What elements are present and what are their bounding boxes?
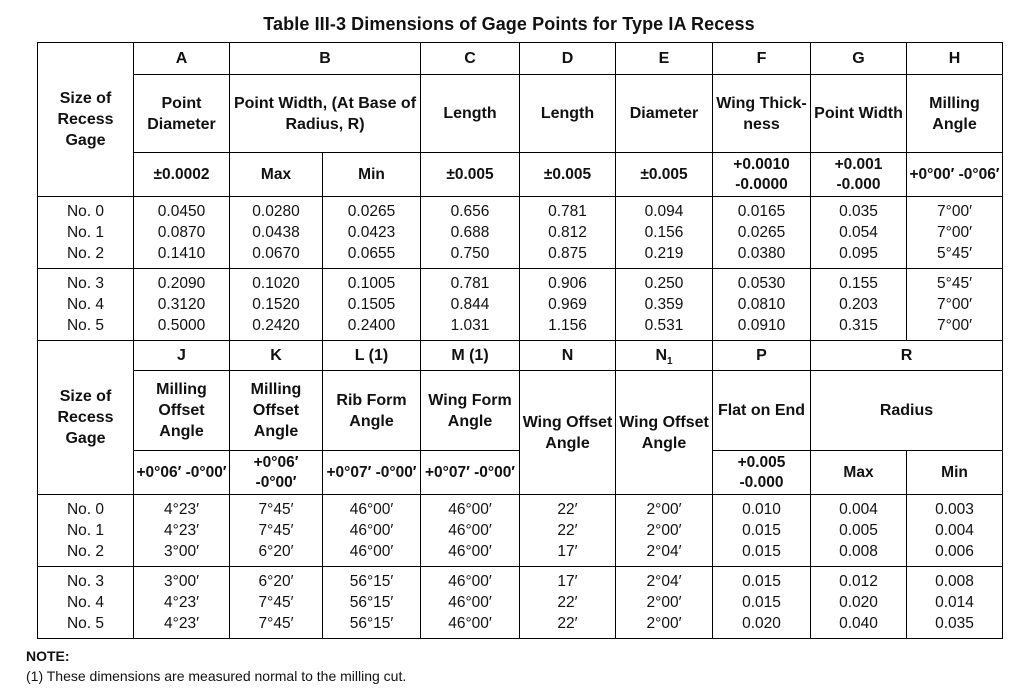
data-cell-k: 7°45′ 7°45′ 6°20′ <box>230 495 323 567</box>
col-name-k: Milling Offset Angle <box>230 371 323 451</box>
subheader-b-min: Min <box>323 153 421 197</box>
data-cell-n: 17′ 22′ 22′ <box>520 567 616 639</box>
data-cell-k: 6°20′ 7°45′ 7°45′ <box>230 567 323 639</box>
col-letter-l: L (1) <box>323 341 421 371</box>
footnote <box>26 646 406 686</box>
data-cell-l: 46°00′ 46°00′ 46°00′ <box>323 495 421 567</box>
tolerance-m: +0°07′ -0°00′ <box>421 451 520 495</box>
col-letter-a: A <box>134 43 230 75</box>
col-letter-n: N <box>520 341 616 371</box>
col-letter-f: F <box>713 43 811 75</box>
col-letter-r: R <box>811 341 1003 371</box>
data-cell-e: 0.094 0.156 0.219 <box>616 197 713 269</box>
data-cell-c: 0.656 0.688 0.750 <box>421 197 520 269</box>
col-name-r: Radius <box>811 371 1003 451</box>
tolerance-f: +0.0010 -0.0000 <box>713 153 811 197</box>
size-header: Size of Recess Gage <box>38 341 134 495</box>
col-letter-b: B <box>230 43 421 75</box>
col-name-n1: Wing Offset Angle <box>616 371 713 495</box>
tolerance-j: +0°06′ -0°00′ <box>134 451 230 495</box>
data-cell-d: 0.781 0.812 0.875 <box>520 197 616 269</box>
data-cell-n1: 2°04′ 2°00′ 2°00′ <box>616 567 713 639</box>
col-letter-n1-subscript: 1 <box>667 356 673 368</box>
data-cell-m: 46°00′ 46°00′ 46°00′ <box>421 567 520 639</box>
size-cell: No. 0 No. 1 No. 2 <box>38 197 134 269</box>
size-cell: No. 3 No. 4 No. 5 <box>38 269 134 341</box>
col-name-c: Length <box>421 75 520 153</box>
col-letter-c: C <box>421 43 520 75</box>
col-name-f: Wing Thick-ness <box>713 75 811 153</box>
col-name-e: Diameter <box>616 75 713 153</box>
data-cell-g: 0.035 0.054 0.095 <box>811 197 907 269</box>
data-cell-b-min: 0.0265 0.0423 0.0655 <box>323 197 421 269</box>
table-row <box>38 567 1003 639</box>
data-cell-d: 0.906 0.969 1.156 <box>520 269 616 341</box>
tolerance-c: ±0.005 <box>421 153 520 197</box>
size-cell: No. 3 No. 4 No. 5 <box>38 567 134 639</box>
tolerance-e: ±0.005 <box>616 153 713 197</box>
subheader-r-min: Min <box>907 451 1003 495</box>
tolerance-g: +0.001 -0.000 <box>811 153 907 197</box>
data-cell-b-max: 0.0280 0.0438 0.0670 <box>230 197 323 269</box>
data-cell-l: 56°15′ 56°15′ 56°15′ <box>323 567 421 639</box>
tolerance-k: +0°06′ -0°00′ <box>230 451 323 495</box>
col-name-m: Wing Form Angle <box>421 371 520 451</box>
data-cell-m: 46°00′ 46°00′ 46°00′ <box>421 495 520 567</box>
data-cell-n1: 2°00′ 2°00′ 2°04′ <box>616 495 713 567</box>
data-cell-a: 0.0450 0.0870 0.1410 <box>134 197 230 269</box>
data-cell-j: 3°00′ 4°23′ 4°23′ <box>134 567 230 639</box>
subheader-b-max: Max <box>230 153 323 197</box>
col-name-l: Rib Form Angle <box>323 371 421 451</box>
col-name-p: Flat on End <box>713 371 811 451</box>
data-cell-p: 0.015 0.015 0.020 <box>713 567 811 639</box>
data-cell-p: 0.010 0.015 0.015 <box>713 495 811 567</box>
col-letter-e: E <box>616 43 713 75</box>
table-row <box>38 269 1003 341</box>
col-letter-n1 <box>616 341 713 371</box>
table-title: Table III-3 Dimensions of Gage Points for Type IA Recess <box>263 14 755 34</box>
note-heading: NOTE: <box>26 648 70 664</box>
data-cell-r-min: 0.003 0.004 0.006 <box>907 495 1003 567</box>
data-cell-a: 0.2090 0.3120 0.5000 <box>134 269 230 341</box>
col-letter-d: D <box>520 43 616 75</box>
tolerance-l: +0°07′ -0°00′ <box>323 451 421 495</box>
data-cell-r-max: 0.012 0.020 0.040 <box>811 567 907 639</box>
data-cell-h: 5°45′ 7°00′ 7°00′ <box>907 269 1003 341</box>
size-cell: No. 0 No. 1 No. 2 <box>38 495 134 567</box>
data-cell-b-min: 0.1005 0.1505 0.2400 <box>323 269 421 341</box>
data-cell-j: 4°23′ 4°23′ 3°00′ <box>134 495 230 567</box>
col-name-h: Milling Angle <box>907 75 1003 153</box>
col-letter-j: J <box>134 341 230 371</box>
col-letter-p: P <box>713 341 811 371</box>
data-cell-n: 22′ 22′ 17′ <box>520 495 616 567</box>
col-letter-h: H <box>907 43 1003 75</box>
tolerance-p: +0.005 -0.000 <box>713 451 811 495</box>
col-name-b: Point Width, (At Base of Radius, R) <box>230 75 421 153</box>
data-cell-c: 0.781 0.844 1.031 <box>421 269 520 341</box>
gage-dimensions-table-upper <box>37 42 1003 341</box>
col-letter-n1-base: N <box>655 347 667 364</box>
col-name-n: Wing Offset Angle <box>520 371 616 495</box>
table-row <box>38 495 1003 567</box>
tolerance-d: ±0.005 <box>520 153 616 197</box>
col-letter-k: K <box>230 341 323 371</box>
size-header: Size of Recess Gage <box>38 43 134 197</box>
col-name-g: Point Width <box>811 75 907 153</box>
data-cell-f: 0.0165 0.0265 0.0380 <box>713 197 811 269</box>
col-name-j: Milling Offset Angle <box>134 371 230 451</box>
col-name-a: Point Diameter <box>134 75 230 153</box>
tolerance-a: ±0.0002 <box>134 153 230 197</box>
col-letter-m: M (1) <box>421 341 520 371</box>
data-cell-g: 0.155 0.203 0.315 <box>811 269 907 341</box>
data-cell-b-max: 0.1020 0.1520 0.2420 <box>230 269 323 341</box>
data-cell-r-max: 0.004 0.005 0.008 <box>811 495 907 567</box>
col-name-d: Length <box>520 75 616 153</box>
gage-dimensions-table-lower <box>37 340 1003 639</box>
data-cell-h: 7°00′ 7°00′ 5°45′ <box>907 197 1003 269</box>
col-letter-g: G <box>811 43 907 75</box>
data-cell-r-min: 0.008 0.014 0.035 <box>907 567 1003 639</box>
note-text: (1) These dimensions are measured normal to the milling cut. <box>26 668 407 684</box>
subheader-r-max: Max <box>811 451 907 495</box>
data-cell-e: 0.250 0.359 0.531 <box>616 269 713 341</box>
tolerance-h: +0°00′ -0°06′ <box>907 153 1003 197</box>
table-row <box>38 197 1003 269</box>
data-cell-f: 0.0530 0.0810 0.0910 <box>713 269 811 341</box>
